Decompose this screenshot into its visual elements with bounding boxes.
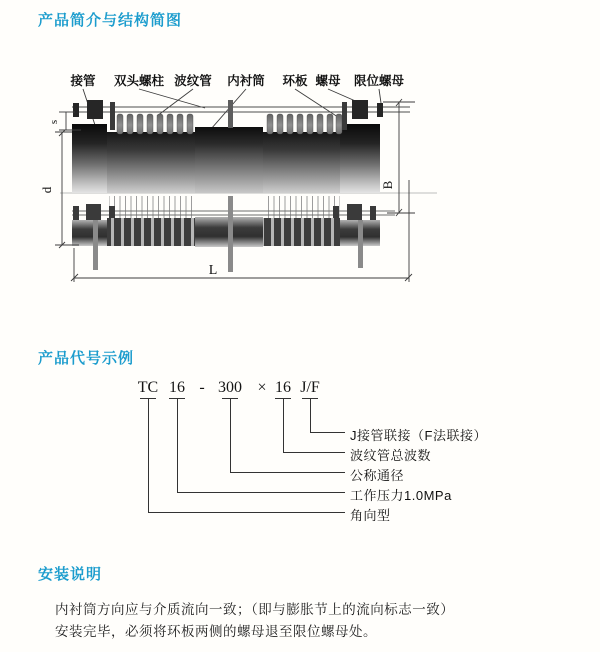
- bellows2-body: [263, 132, 340, 193]
- code-meaning-waves: 波纹管总波数: [350, 448, 432, 463]
- dim-b: [383, 99, 415, 216]
- middle-liner: [195, 127, 263, 193]
- nut-left: [87, 100, 103, 119]
- connector-cap: [302, 398, 318, 399]
- label-huanban: 环板: [282, 74, 308, 88]
- stud-left: [110, 102, 115, 130]
- stud-center: [228, 100, 233, 128]
- connector-vline: [148, 399, 149, 512]
- connector-cap: [275, 398, 291, 399]
- code-meaning-pressure: 工作压力1.0MPa: [350, 488, 452, 503]
- structure-diagram: [35, 60, 455, 298]
- label-neichentong: 内衬筒: [227, 74, 265, 88]
- connector-vline: [230, 399, 231, 472]
- label-shuangtou: 双头螺柱: [113, 74, 165, 88]
- structure-diagram-svg: [35, 60, 455, 298]
- limit-nut-right: [377, 103, 383, 117]
- dim-s-label: s: [48, 119, 60, 125]
- connector-hline: [177, 492, 345, 493]
- connector-hline: [310, 432, 345, 433]
- code-token-dash: -: [199, 379, 205, 396]
- label-luomu: 螺母: [315, 74, 341, 88]
- connector-cap: [140, 398, 156, 399]
- limit-nut-left: [73, 103, 79, 117]
- dim-d-label: d: [39, 186, 54, 194]
- bellows1-body: [107, 132, 195, 193]
- connector-vline: [177, 399, 178, 492]
- connector-cap: [222, 398, 238, 399]
- upper-body: [72, 114, 380, 193]
- dim-l-label: L: [208, 263, 218, 278]
- bellows1-lower: [107, 218, 195, 246]
- nut-right: [352, 100, 368, 119]
- connector-hline: [230, 472, 345, 473]
- stud-right: [342, 102, 347, 130]
- label-xianwei: 限位螺母: [353, 74, 405, 88]
- section-title-install: 安装说明: [38, 566, 103, 583]
- connector-hline: [283, 452, 345, 453]
- code-token-pressure: 16: [169, 379, 185, 396]
- section-title-intro: 产品简介与结构简图: [38, 12, 183, 29]
- code-meaning-connection: J接管联接（F法联接）: [350, 428, 487, 443]
- bellows2-fins: [267, 114, 342, 134]
- connector-vline: [283, 399, 284, 452]
- left-flange: [72, 124, 107, 193]
- section-title-code: 产品代号示例: [38, 350, 135, 367]
- right-flange: [340, 124, 380, 193]
- connector-cap: [169, 398, 185, 399]
- code-token-waves: 16: [275, 379, 291, 396]
- hanging-stud-left: [93, 220, 98, 270]
- label-jieguan: 接管: [70, 74, 96, 88]
- connector-hline: [148, 512, 345, 513]
- hanging-stud-right: [358, 220, 363, 268]
- dim-b-label: B: [380, 180, 395, 190]
- code-token-connection: J/F: [300, 379, 320, 396]
- code-meaning-diameter: 公称通径: [350, 468, 405, 483]
- bellows1-fins: [117, 114, 193, 134]
- bellows2-lower: [263, 218, 340, 246]
- code-token-times: ×: [257, 379, 267, 396]
- code-meaning-type: 角向型: [350, 508, 391, 523]
- install-note-2: 安装完毕，必须将环板两侧的螺母退至限位螺母处。: [55, 624, 377, 639]
- connector-vline: [310, 399, 311, 432]
- hanging-stud-center: [228, 196, 233, 272]
- part-labels: [69, 73, 404, 88]
- install-note-1: 内衬筒方向应与介质流向一致；（即与膨胀节上的流向标志一致）: [55, 602, 455, 617]
- left-flange-lower: [72, 220, 107, 246]
- code-token-type: TC: [137, 379, 159, 396]
- code-token-diameter: 300: [218, 379, 242, 396]
- label-bowenguan: 波纹管: [174, 74, 212, 88]
